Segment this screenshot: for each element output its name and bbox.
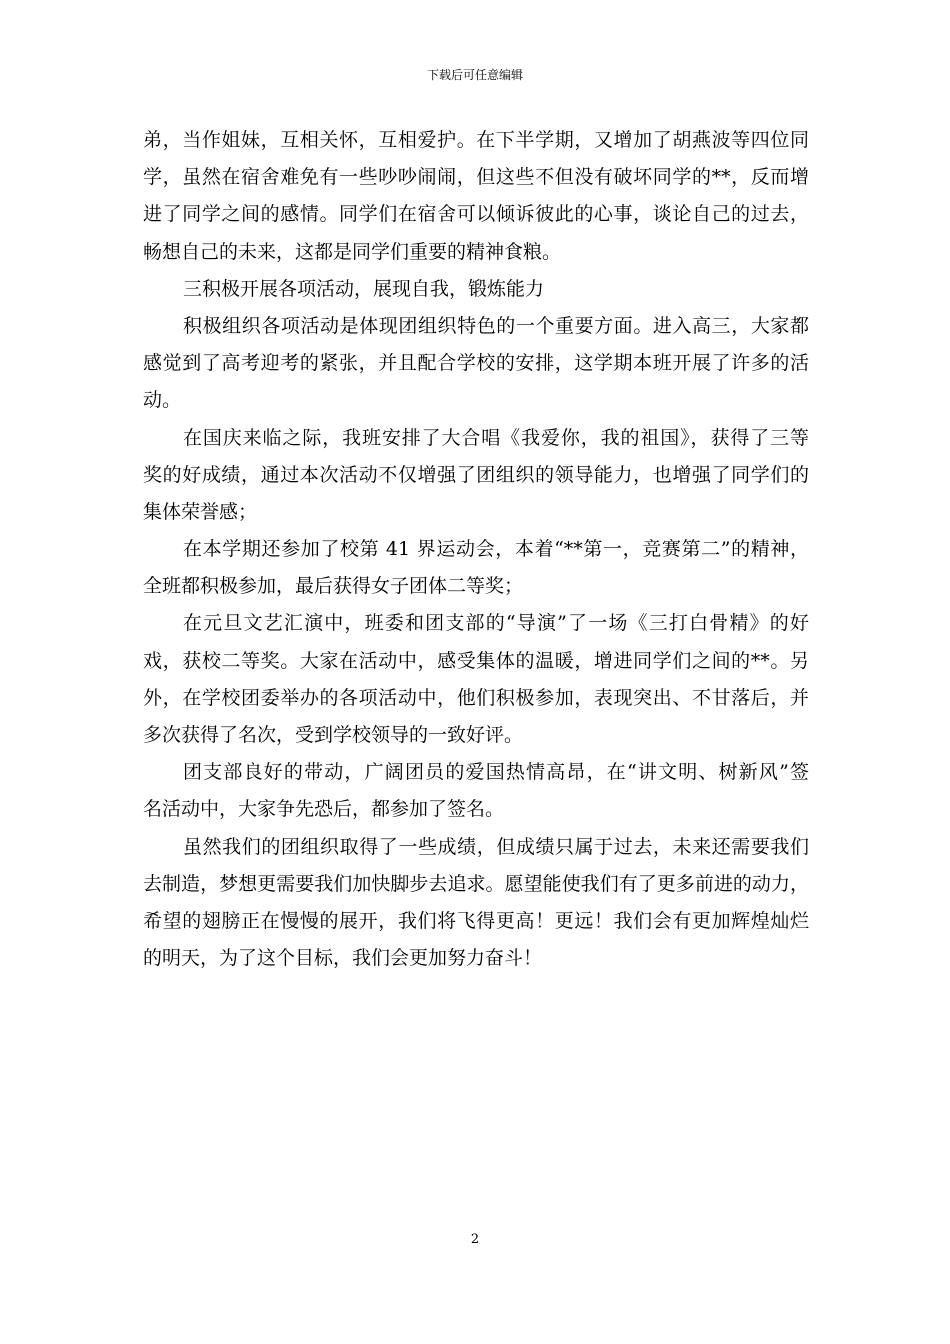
text-line: 弟，当作姐妹，互相关怀，互相爱护。在下半学期，又增加了胡燕波等四位同 [143,129,809,151]
page-header: 下载后可任意编辑 [426,68,523,82]
section-heading: 三积极开展各项活动，展现自我，锻炼能力 [183,277,545,300]
text-line: 希望的翅膀正在慢慢的展开，我们将飞得更高！更远！我们会有更加辉煌灿烂 [143,909,809,932]
text-line: 的明天，为了这个目标，我们会更加努力奋斗！ [143,947,543,970]
text-line: 戏，获校二等奖。大家在活动中，感受集体的温暖，增进同学们之间的**。另 [143,649,809,672]
text-line: 全班都积极参加，最后获得女子团体二等奖； [143,575,524,598]
page-number: 2 [470,1232,480,1247]
text-line: 在国庆来临之际，我班安排了大合唱《我爱你，我的祖国》，获得了三等 [183,426,809,449]
text-line: 积极组织各项活动是体现团组织特色的一个重要方面。进入高三，大家都 [183,314,809,337]
text-line: 多次获得了名次，受到学校领导的一致好评。 [143,724,524,746]
text-line: 在本学期还参加了校第 41 界运动会，本着“**第一，竞赛第二”的精神， [183,538,809,561]
text-line: 外，在学校团委举办的各项活动中，他们积极参加，表现突出、不甘落后，并 [143,686,809,709]
text-line: 在元旦文艺汇演中，班委和团支部的“导演”了一场《三打白骨精》的好 [183,612,809,635]
text-line: 虽然我们的团组织取得了一些成绩，但成绩只属于过去，未来还需要我们 [183,835,809,858]
text-line: 畅想自己的未来，这都是同学们重要的精神食粮。 [143,240,562,263]
document-body [143,122,809,977]
text-line: 进了同学之间的感情。同学们在宿舍可以倾诉彼此的心事，谈论自己的过去， [143,203,809,226]
text-line: 学，虽然在宿舍难免有一些吵吵闹闹，但这些不但没有破坏同学的**，反而增 [143,166,809,189]
text-line: 奖的好成绩，通过本次活动不仅增强了团组织的领导能力，也增强了同学们的 [143,463,809,486]
text-line: 集体荣誉感； [143,500,258,523]
text-line: 去制造，梦想更需要我们加快脚步去追求。愿望能使我们有了更多前进的动力， [143,872,809,895]
text-line: 动。 [143,389,182,412]
text-line: 名活动中，大家争先恐后，都参加了签名。 [143,798,505,821]
text-line: 团支部良好的带动，广阔团员的爱国热情高昂，在“讲文明、树新风”签 [183,761,809,784]
text-line: 感觉到了高考迎考的紧张，并且配合学校的安排，这学期本班开展了许多的活 [143,352,809,375]
